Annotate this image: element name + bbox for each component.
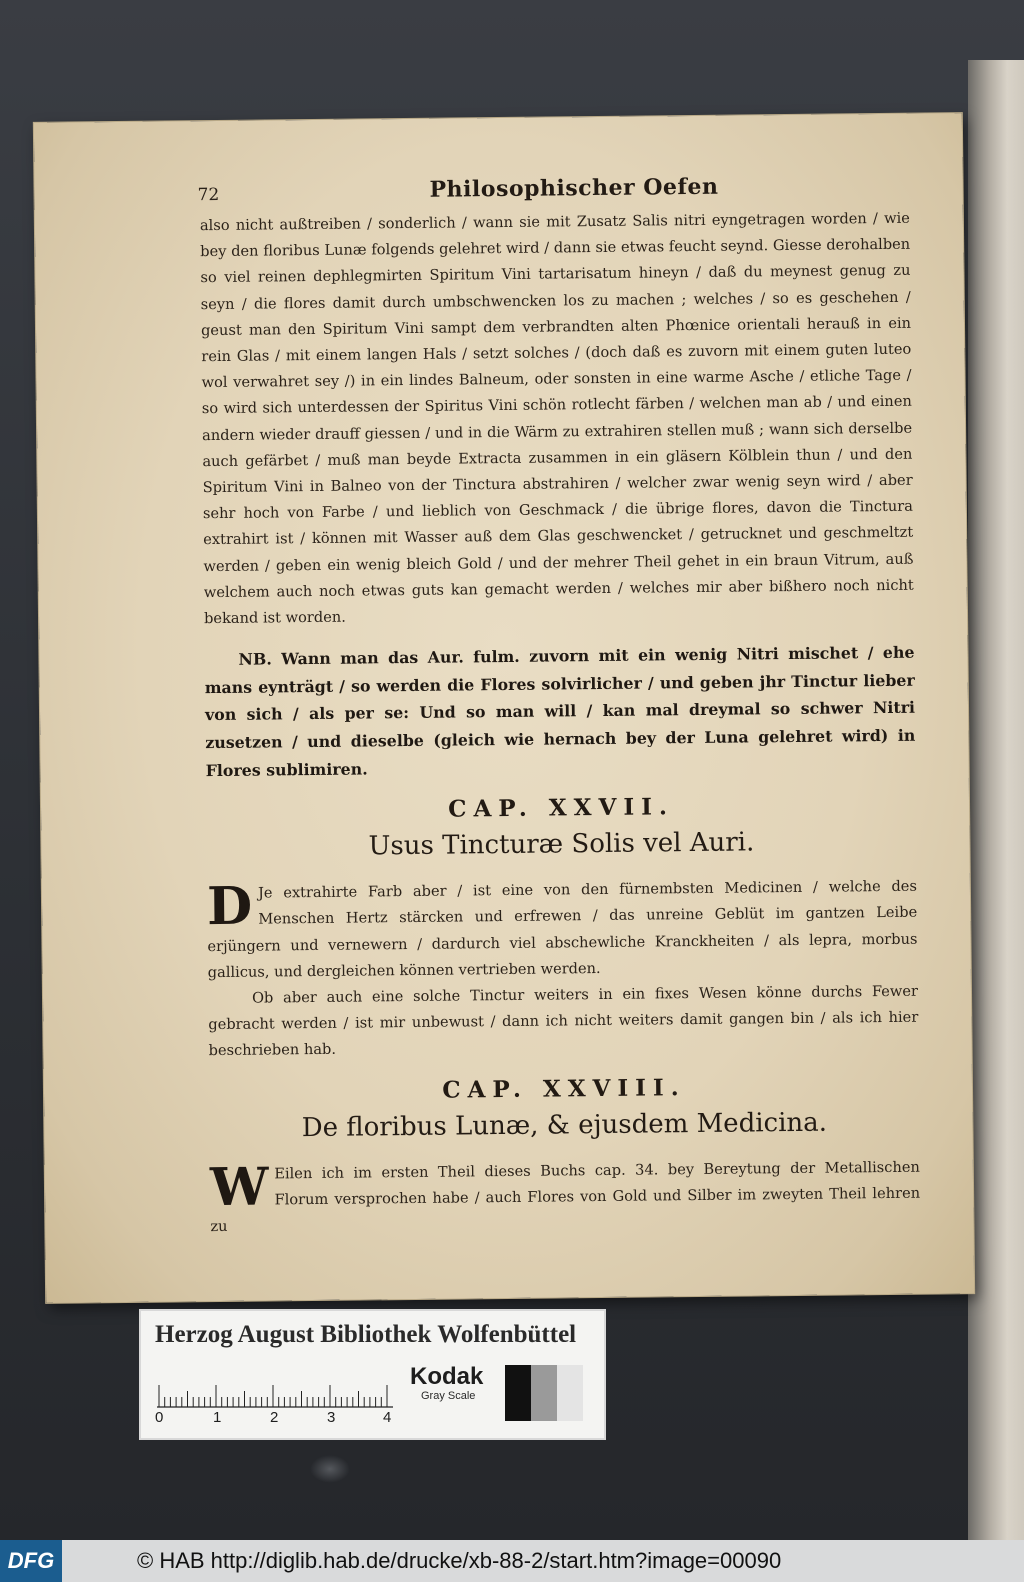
footer-copyright-link[interactable]: © HAB http://diglib.hab.de/drucke/xb-88-2/start.htm?image=00090 (137, 1548, 782, 1573)
paragraph-4-text: Eilen ich im ersten Theil dieses Buchs cap. 34. bey Bereytung der Metallischen Florum versprochen habe / auch Flores von Gold und Silber im zweyten Theil lehren zu (210, 1158, 921, 1236)
gray-swatch-black (505, 1365, 531, 1421)
gray-swatch-light (557, 1365, 583, 1421)
gray-scale-label: Gray Scale (421, 1390, 476, 1402)
ruler-label-4: 4 (383, 1409, 392, 1426)
adjacent-page-edge (968, 60, 1024, 1540)
section-title-de-floribus-lunae: De floribus Lunæ, & ejusdem Medicina. (301, 1107, 828, 1143)
page-number: 72 (197, 184, 220, 206)
paragraph-3: Ob aber auch eine solche Tinctur weiters in ein fixes Wesen könne durchs Fewer gebracht werden / ist mir unbewust / dann ich nicht weiters damit gangen bin / als ich hier beschrieben hab. (208, 982, 919, 1060)
ruler-label-0: 0 (155, 1409, 164, 1426)
paragraph-2-text: Je extrahirte Farb aber / ist eine von den fürnembsten Medicinen / welche des Menschen Hertz stärcken und erfrewen / das unreine Geblüt im gantzen Leibe erjüngern und vernewern / dardurch viel abschewliche Kranckheiten / als lepra, morbus gallicus, und dergleichen können vertrieben werden. (207, 877, 918, 981)
gray-swatch-mid (531, 1365, 557, 1421)
ruler-scale (157, 1373, 397, 1409)
drop-cap-d: D (206, 875, 253, 938)
paragraph-1: also nicht außtreiben / sonderlich / wann sie mit Zusatz Salis nitri eyngetragen worden / wie bey den floribus Lunæ folgends gelehret wird / dann sie etwas feucht seynd. Giesse derohalben so viel reinen dephlegmirten Spiritum Vini tartarisatum hineyn / daß du meynest genug zu seyn / die flores damit durch umbschwencken los zu machen ; welches / so es geschehen / geust man den Spiritum Vini sampt dem verbrandten alten Phœnice orientali herauß in ein rein Glas / mit einem langen Hals / setzt solches / (doch daß es zuvorn mit einem guten luteo wol verwahret sey /) in ein lindes Balneum, oder sonsten in eine warme Asche / etliche Tage / so wird sich unterdessen der Spiritus Vini schön rotlecht färben / welchen man ab / und einen andern wieder drauff giessen / und in die Wärm zu extrahiren stellen muß ; wann sich derselbe auch gefärbet / muß man beyde Extracta zusammen in ein gläsern Kölblein thun / und den Spiritum Vini in Balneo von der Tinctura abstrahiren / welcher zwar wenig seyn wird / aber sehr hoch von Farbe / und lieblich von Geschmack / die übrige flores, davon die Tinctura extrahirt ist / können mit Wasser auß dem Glas geschwencket / getrucknet und geschmeltzt werden / geben ein wenig bleich Gold / und der mehrer Theil gehet in ein braun Vitrum, auß welchem auch noch etwas guts kan gemacht werden / welches mir aber bißhero noch nicht bekand ist worden. (199, 209, 914, 628)
drop-cap-w: W (209, 1156, 269, 1218)
dfg-logo: DFG (0, 1540, 62, 1582)
paragraph-2 (207, 874, 918, 986)
debris-mark (310, 1455, 350, 1483)
footer-bar (0, 1540, 1024, 1582)
ruler-label-1: 1 (213, 1409, 222, 1426)
book-page (34, 113, 974, 1303)
nb-paragraph: NB. Wann man das Aur. fulm. zuvorn mit ein wenig Nitri mischet / ehe mans eynträgt / so werden die Flores solvirlicher / und geben jhr Tinctur lieber von sich / als per se: Und so man will / kan mal dreymal so schwer Nitri zusetzen / und dieselbe (gleich wie hernach bey der Luna gelehret wird) in Flores sublimiren. (204, 642, 916, 780)
card-title: Herzog August Bibliothek Wolfenbüttel (155, 1321, 577, 1348)
section-title-usus-tincturae: Usus Tincturæ Solis vel Auri. (368, 827, 755, 862)
ruler-label-3: 3 (327, 1409, 336, 1426)
kodak-logo: Kodak (410, 1363, 484, 1390)
page-text-block (199, 172, 920, 1241)
running-head: Philosophischer Oefen (429, 173, 719, 203)
ruler-label-2: 2 (270, 1409, 279, 1426)
chapter-heading-27: CAP. XXVII. (448, 793, 675, 823)
chapter-heading-28: CAP. XXVIII. (442, 1073, 686, 1104)
paragraph-4 (210, 1154, 921, 1240)
color-calibration-card (141, 1311, 604, 1438)
